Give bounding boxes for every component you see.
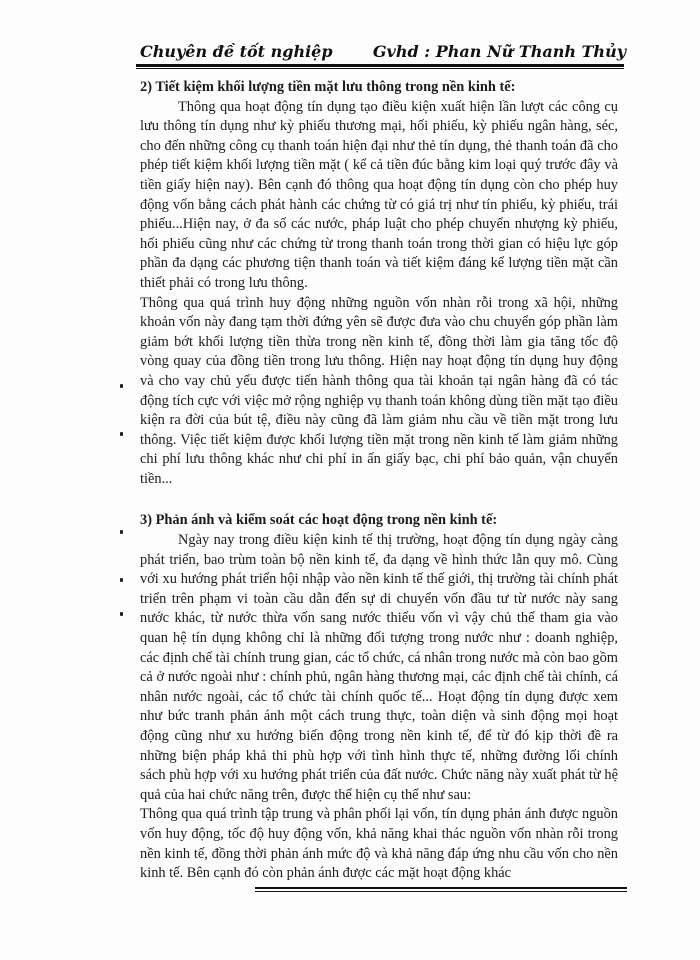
section-2-paragraph-2: Thông qua quá trình huy động những nguồn vốn nhàn rỗi trong xã hội, những khoản vốn này đang tạm thời đứng yên sẽ được đưa vào chu chuyển góp phần làm giảm bớt khối lượng tiền thừa trong nền kinh tế, đồng thời làm gia tăng tốc độ vòng quay của đồng tiền trong lưu thông. Hiện nay hoạt động tín dụng huy động và cho vay chủ yếu được tiến hành thông qua tài khoản tại ngân hàng đã có tác động tích cực với việc mở rộng nghiệp vụ thanh toán không dùng tiền mặt tạo điều kiện ra đời của bút tệ, điều này cũng đã làm giảm nhu cầu về tiền mặt trong lưu thông. Việc tiết kiệm được khối lượng tiền mặt trong nền kinh tế làm giảm những chi phí lưu thông khác như chi phí in ấn giấy bạc, chi phí bảo quản, vận chuyển tiền... bbox=[140, 294, 618, 487]
margin-marks bbox=[120, 0, 130, 960]
header-title: Chuyên đề tốt nghiệp bbox=[140, 42, 333, 61]
footer-rule-thin bbox=[255, 891, 627, 892]
section-3-paragraph-1: Ngày nay trong điều kiện kinh tế thị trường, hoạt động tín dụng ngày càng phát triển, bao trùm toàn bộ nền kinh tế, đa dạng về hình thức lẫn quy mô. Cùng với xu hướng phát triển hội nhập vào nền kinh tế thế giới, thị trường tài chính phát triển trên phạm vi toàn cầu dẫn đến sự di chuyển vốn đầu tư từ nước này sang nước khác, từ nước thừa vốn sang nước thiếu vốn vì vậy chủ thể tham gia vào quan hệ tín dụng không chỉ là những đối tượng trong nước như : doanh nghiệp, các định chế tài chính trung gian, các tổ chức, cá nhân trong nước mà còn bao gồm cả ở nước ngoài như : chính phủ, ngân hàng thương mại, các định chế tài chính, cá nhân nước ngoài, các tổ chức tài chính quốc tế... Hoạt động tín dụng được xem như bức tranh phản ánh một cách trung thực, toàn diện và sinh động mọi hoạt động cũng như xu hướng biến động trong nền kinh tế, để từ đó kịp thời đề ra những biện pháp khả thi phù hợp với tình hình thực tế, những đường lối chính sách phù hợp với xu hướng phát triển của đất nước. Chức năng này xuất phát từ hệ quả của hai chức năng trên, được thể hiện cụ thể như sau: bbox=[140, 532, 618, 803]
header-rule-thin bbox=[136, 68, 624, 69]
section-3-paragraph-2: Thông qua quá trình tập trung và phân phối lại vốn, tín dụng phản ánh được nguồn vốn huy động, tốc độ huy động vốn, khả năng khai thác nguồn vốn nhàn rỗi trong nền kinh tế, đồng thời phản ánh mức độ và khả năng đáp ứng nhu cầu vốn cho nền kinh tế. Bên cạnh đó còn phản ánh được các mặt hoạt động khác bbox=[140, 806, 618, 882]
header-supervisor: Gvhd : Phan Nữ Thanh Thủy bbox=[372, 42, 626, 61]
header-rule-thick bbox=[136, 64, 624, 67]
section-2-heading: 2) Tiết kiệm khối lượng tiền mặt lưu thông trong nền kinh tế: bbox=[140, 79, 516, 95]
margin-mark bbox=[120, 432, 123, 436]
margin-mark bbox=[120, 384, 123, 388]
section-gap bbox=[140, 489, 618, 511]
margin-mark bbox=[120, 612, 123, 616]
margin-mark bbox=[120, 530, 123, 534]
margin-mark bbox=[120, 578, 123, 582]
footer-rule-thick bbox=[255, 887, 627, 889]
page-header bbox=[118, 38, 626, 64]
document-body bbox=[140, 78, 618, 884]
section-2-paragraph-1: Thông qua hoạt động tín dụng tạo điều kiện xuất hiện lần lượt các công cụ lưu thông tín dụng như kỳ phiếu thương mại, hối phiếu, kỳ phiếu ngân hàng, séc, cho đến những công cụ thanh toán hiện đại như thẻ tín dụng, thẻ thanh toán đã cho phép tiết kiệm khối lượng tiền mặt ( kể cả tiền đúc bằng kim loại quý trước đây và tiền giấy hiện nay). Bên cạnh đó thông qua hoạt động tín dụng còn cho phép huy động vốn bằng cách phát hành các chứng từ có giá trị như tín phiếu, kỳ phiếu, trái phiếu...Hiện nay, ở đa số các nước, pháp luật cho phép chuyển nhượng kỳ phiếu, hối phiếu cũng như các chứng từ trong thanh toán trong thời gian có hiệu lực góp phần đa dạng các phương tiện thanh toán và tiết kiệm đáng kể lượng tiền mặt cần thiết phải có trong lưu thông. bbox=[140, 98, 618, 291]
section-3-heading: 3) Phản ánh và kiểm soát các hoạt động trong nền kinh tế: bbox=[140, 512, 498, 529]
